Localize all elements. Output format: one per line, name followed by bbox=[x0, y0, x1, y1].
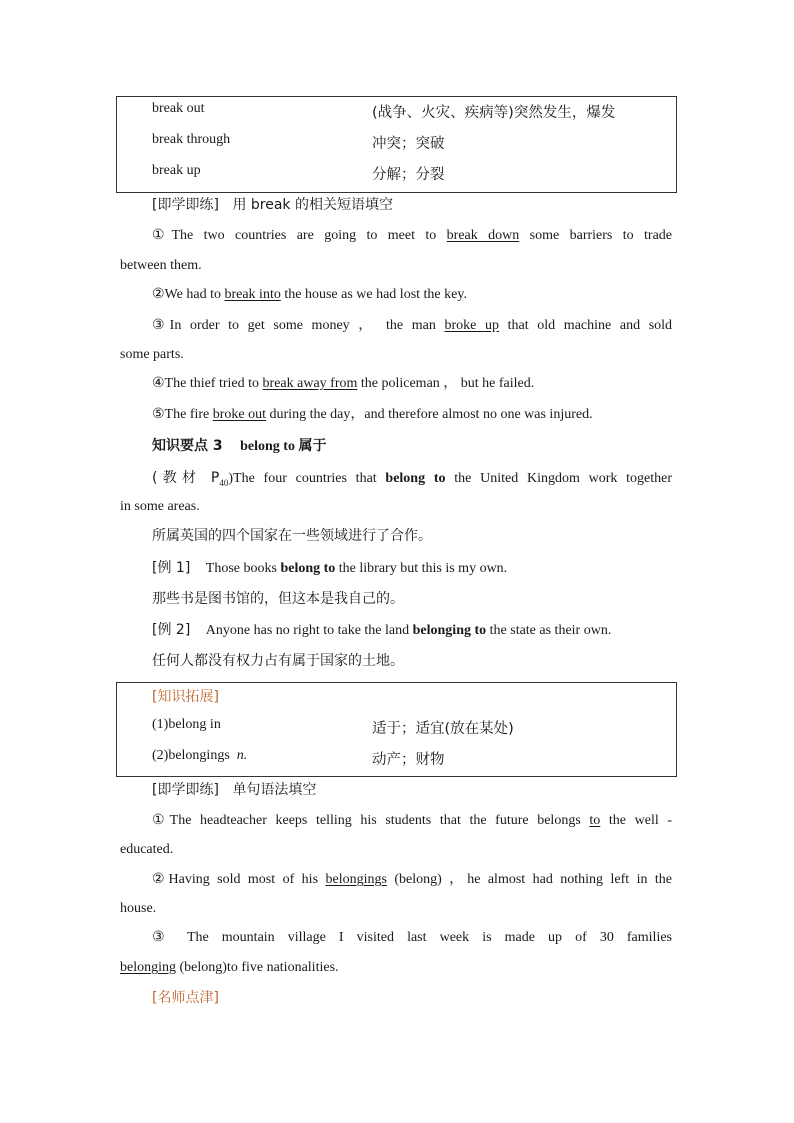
phrase-table bbox=[116, 96, 677, 193]
exercise-cont: some parts. bbox=[120, 347, 184, 362]
phrase-zh: 冲突；突破 bbox=[372, 136, 445, 152]
answer: belongings bbox=[325, 872, 387, 887]
exercise-item: ②Having sold most of his belongings (belong) ，he almost had nothing left in the bbox=[152, 872, 673, 887]
answer: to bbox=[589, 813, 601, 828]
answer: broke up bbox=[444, 318, 500, 333]
answer: break down bbox=[446, 228, 520, 243]
phrase-en: break out bbox=[152, 101, 205, 116]
answer: break away from bbox=[262, 376, 358, 391]
phrase-en: break through bbox=[152, 132, 231, 147]
example-1: [例 1] Those books belong to the library but this is my own. bbox=[152, 560, 508, 576]
practice-heading: [即学即练] 单句语法填空 bbox=[152, 782, 317, 798]
exercise-cont: between them. bbox=[120, 258, 202, 273]
exercise-cont: house. bbox=[120, 901, 157, 916]
exercise-item: ④The thief tried to break away from the policeman ， but he failed. bbox=[152, 376, 535, 391]
practice-title: 用 break 的相关短语填空 bbox=[232, 197, 393, 213]
exercise-item: ①The two countries are going to meet to break down some barriers to trade bbox=[152, 228, 673, 243]
exercise-item: ③ The mountain village I visited last week is made up of 30 families bbox=[152, 930, 672, 945]
exercise-item: ③In order to get some money ， the man broke up that old machine and sold bbox=[152, 318, 673, 333]
knowledge-expand-box: [知识拓展] (1)belong in 适于；适宜(放在某处) (2)belongings n. 动产；财物 bbox=[116, 682, 677, 777]
exercise-item: ②We had to break into the house as we had lost the key. bbox=[152, 287, 467, 302]
exercise-cont: belonging (belong)to five nationalities. bbox=[120, 960, 339, 975]
exercise-item: ①The headteacher keeps telling his students that the future belongs to the well - bbox=[152, 813, 673, 828]
teacher-tip-heading: [名师点津] bbox=[152, 990, 219, 1006]
practice-heading: [即学即练] 用 break 的相关短语填空 bbox=[152, 197, 393, 213]
textbook-sentence: (教材 $P_{40})The$ four countries that belong to the United Kingdom work together bbox=[152, 470, 672, 488]
phrase-zh: (战争、火灾、疾病等)突然发生，爆发 bbox=[372, 105, 616, 121]
textbook-translation: 所属英国的四个国家在一些领域进行了合作。 bbox=[152, 528, 432, 544]
exercise-cont: educated. bbox=[120, 842, 174, 857]
knowledge-point-heading: 知识要点 3 belong to 属于 bbox=[152, 438, 327, 454]
example-2: [例 2] Anyone has no right to take the land belonging to the state as their own. bbox=[152, 622, 612, 638]
example-1-translation: 那些书是图书馆的，但这本是我自己的。 bbox=[152, 591, 404, 607]
phrase-en: break up bbox=[152, 163, 201, 178]
phrase-zh: 分解；分裂 bbox=[372, 167, 445, 183]
example-2-translation: 任何人都没有权力占有属于国家的土地。 bbox=[152, 653, 404, 669]
exercise-item: ⑤The fire broke out during the day，and therefore almost no one was injured. bbox=[152, 407, 593, 422]
answer: break into bbox=[224, 287, 281, 302]
textbook-cont: in some areas. bbox=[120, 499, 200, 514]
answer: belonging bbox=[120, 960, 176, 975]
answer: broke out bbox=[212, 407, 267, 422]
